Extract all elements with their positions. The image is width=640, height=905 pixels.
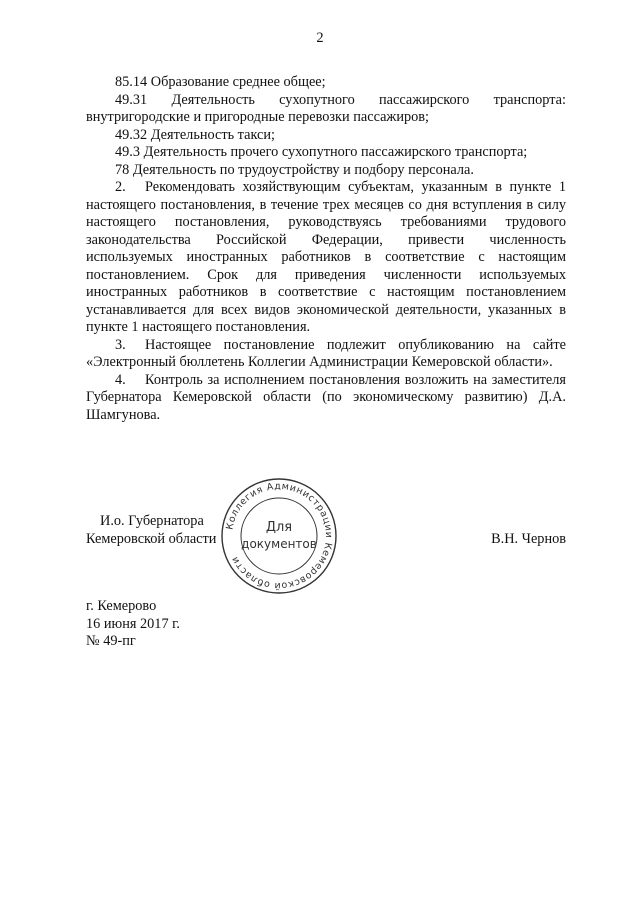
clause-number: 3. <box>115 336 126 353</box>
document-footer <box>86 598 180 651</box>
clause-text: Настоящее постановление подлежит опубликованию на сайте «Электронный бюллетень Коллегии Администрации Кемеровской области». <box>86 336 566 370</box>
signatory-title-line2: Кемеровской области <box>86 531 217 547</box>
clause-number: 2. <box>115 179 126 195</box>
official-stamp <box>219 476 339 596</box>
signatory-name: В.Н. Чернов <box>491 531 566 547</box>
issue-city: г. Кемерово <box>86 598 157 614</box>
okved-line: 49.31 Деятельность сухопутного пассажирского транспорта: внутригородские и пригородные перевозки пассажиров; <box>86 91 566 125</box>
stamp-center-line2: документов <box>241 537 317 551</box>
signatory-title-line1: И.о. Губернатора <box>100 513 204 529</box>
okved-line: 49.32 Деятельность такси; <box>115 126 276 143</box>
stamp-ring-text: Коллегия Администрации Кемеровской области <box>224 480 335 592</box>
page-number: 2 <box>316 30 324 46</box>
okved-line: 85.14 Образование среднее общее; <box>115 74 326 90</box>
clause-4 <box>86 372 566 425</box>
clause-2 <box>86 179 566 337</box>
document-number: № 49-пг <box>86 633 136 649</box>
clause-3 <box>86 337 566 372</box>
clause-number: 4. <box>115 371 126 388</box>
clause-text: Рекомендовать хозяйствующим субъектам, указанным в пункте 1 настоящего постановления, в течение трех месяцев со дня вступления в силу настоящего постановления, руководствуясь требованиями трудового законодательства Российской Федерации, привести численность используемых иностранных работников в соответствие с настоящим постановлением. Срок для приведения численности используемых иностранных работников в соответствие с настоящим постановлением устанавливается для всех видов экономической деятельности, указанных в пункте 1 настоящего постановления. <box>86 179 566 335</box>
clause-text: Контроль за исполнением постановления возложить на заместителя Губернатора Кемеровской области (по экономическому развитию) Д.А. Шамгунова. <box>86 371 566 423</box>
stamp-center-line1: Для <box>265 520 293 535</box>
issue-date: 16 июня 2017 г. <box>86 615 180 632</box>
okved-line: 78 Деятельность по трудоустройству и подбору персонала. <box>115 161 474 178</box>
document-body <box>86 74 566 424</box>
okved-line: 49.3 Деятельность прочего сухопутного пассажирского транспорта; <box>115 144 528 160</box>
signatory-title <box>86 512 216 548</box>
